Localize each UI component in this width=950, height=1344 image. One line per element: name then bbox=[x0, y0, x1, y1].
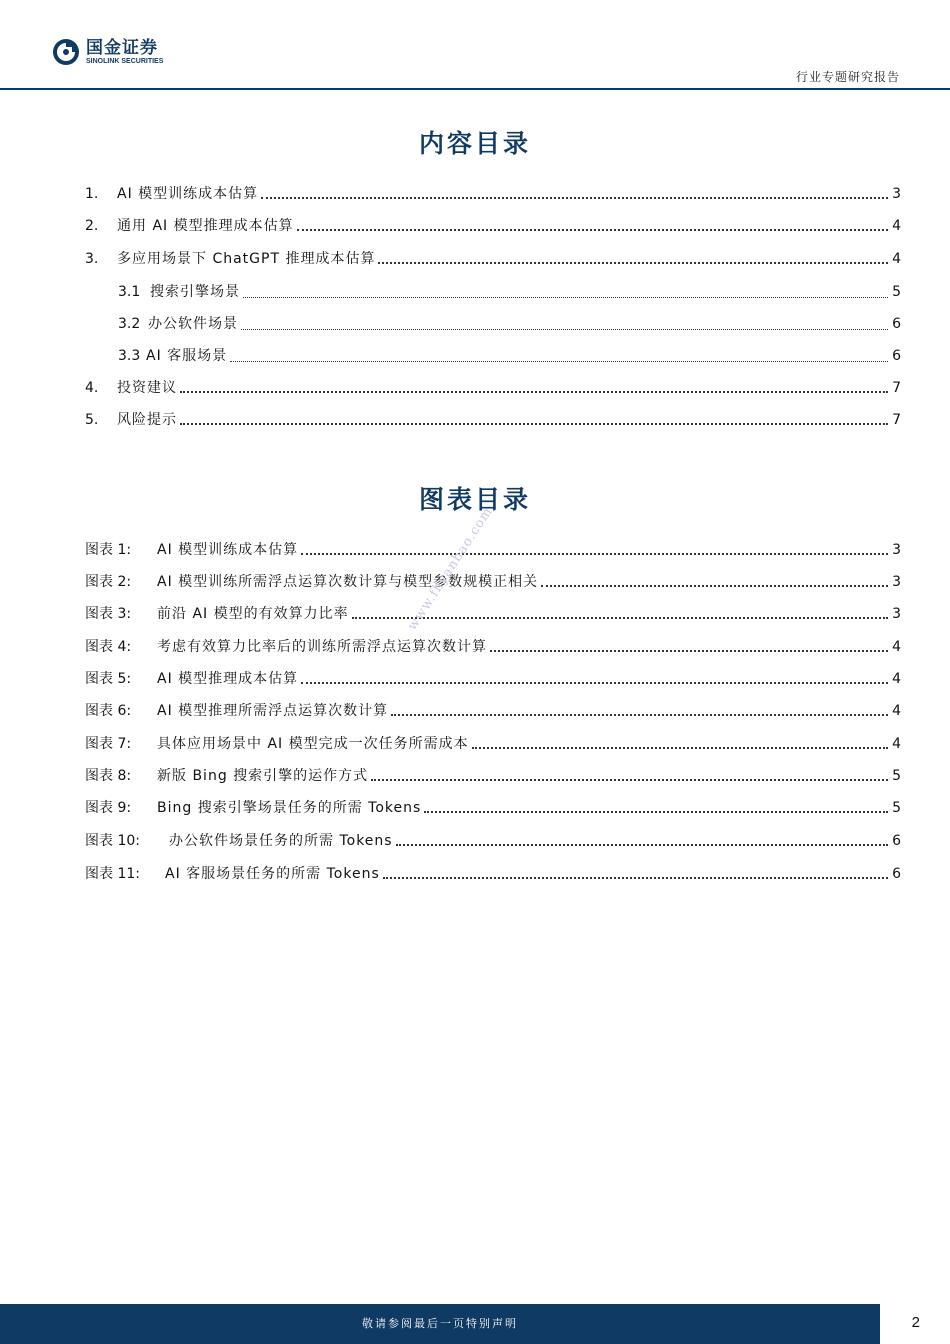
figure-entry-label: 图表 3: bbox=[85, 606, 132, 622]
figure-entry[interactable] bbox=[85, 766, 901, 786]
figure-entry-page: 6 bbox=[892, 833, 901, 849]
figure-entry-label: 图表 9: bbox=[85, 800, 132, 816]
toc-subentry[interactable] bbox=[118, 282, 901, 302]
figure-entry-label: 图表 6: bbox=[85, 703, 132, 719]
figure-entry-page: 5 bbox=[892, 768, 901, 784]
figure-entry[interactable] bbox=[85, 798, 901, 818]
toc-entry-title: AI 客服场景 bbox=[146, 348, 228, 364]
figure-entry-title: AI 客服场景任务的所需 Tokens bbox=[165, 866, 380, 882]
figure-entry[interactable] bbox=[85, 604, 901, 624]
leader-dots bbox=[383, 877, 888, 879]
footer-disclaimer: 敬请参阅最后一页特别声明 bbox=[362, 1317, 518, 1330]
leader-dots bbox=[391, 714, 888, 716]
toc-entry-page: 6 bbox=[892, 348, 901, 364]
toc-entry-title: 多应用场景下 ChatGPT 推理成本估算 bbox=[117, 251, 376, 267]
figure-entry-title: AI 模型训练成本估算 bbox=[157, 542, 299, 558]
toc-subentry[interactable] bbox=[118, 346, 901, 366]
watermark: www.fhyanbao.com bbox=[405, 504, 496, 634]
leader-dots bbox=[424, 811, 888, 813]
toc-entry-page: 7 bbox=[892, 380, 901, 396]
toc-entry-number: 3. bbox=[85, 251, 99, 267]
toc-entry-page: 6 bbox=[892, 316, 901, 332]
figure-entry-page: 3 bbox=[892, 542, 901, 558]
toc-entry-number: 3.1 bbox=[118, 284, 141, 300]
toc-entry[interactable] bbox=[85, 410, 901, 430]
toc-entry-page: 5 bbox=[892, 284, 901, 300]
sinolink-logo-icon bbox=[52, 38, 80, 66]
figure-entry-title: 新版 Bing 搜索引擎的运作方式 bbox=[157, 768, 369, 784]
leader-dots bbox=[541, 585, 888, 587]
figure-entry[interactable] bbox=[85, 540, 901, 560]
leader-dots bbox=[241, 329, 888, 330]
figure-entry-title: AI 模型推理所需浮点运算次数计算 bbox=[157, 703, 389, 719]
logo-english-name: SINOLINK SECURITIES bbox=[86, 57, 164, 65]
toc-subentry[interactable] bbox=[118, 314, 901, 334]
toc-entry[interactable] bbox=[85, 378, 901, 398]
leader-dots bbox=[472, 747, 888, 749]
leader-dots bbox=[371, 779, 888, 781]
page-header bbox=[0, 0, 950, 92]
figure-entry-label: 图表 4: bbox=[85, 639, 132, 655]
figure-entry[interactable] bbox=[85, 669, 901, 689]
leader-dots bbox=[396, 844, 889, 846]
toc-entry-number: 2. bbox=[85, 218, 99, 234]
toc-entry-title: 通用 AI 模型推理成本估算 bbox=[117, 218, 294, 234]
leader-dots bbox=[180, 391, 888, 393]
figure-entry-label: 图表 11: bbox=[85, 866, 140, 882]
sinolink-logo bbox=[52, 38, 163, 66]
figure-entry-title: AI 模型训练所需浮点运算次数计算与模型参数规模正相关 bbox=[157, 574, 539, 590]
leader-dots bbox=[243, 297, 888, 298]
toc-entry-number: 3.2 bbox=[118, 316, 141, 332]
figure-entry-title: 前沿 AI 模型的有效算力比率 bbox=[157, 606, 349, 622]
figure-entry-label: 图表 5: bbox=[85, 671, 132, 687]
toc-entry-page: 4 bbox=[892, 218, 901, 234]
figure-entry-label: 图表 7: bbox=[85, 736, 132, 752]
figure-entry-page: 3 bbox=[892, 574, 901, 590]
leader-dots bbox=[301, 553, 888, 555]
toc-entry[interactable] bbox=[85, 216, 901, 236]
toc-entry-page: 4 bbox=[892, 251, 901, 267]
figure-entry-page: 4 bbox=[892, 671, 901, 687]
figure-entry-page: 4 bbox=[892, 639, 901, 655]
figure-entry-page: 5 bbox=[892, 800, 901, 816]
toc-entry[interactable] bbox=[85, 184, 901, 204]
toc-entry[interactable] bbox=[85, 249, 901, 269]
figure-entry[interactable] bbox=[85, 864, 901, 884]
figure-entry-label: 图表 8: bbox=[85, 768, 132, 784]
report-type-label: 行业专题研究报告 bbox=[795, 70, 900, 84]
figure-entry-label: 图表 1: bbox=[85, 542, 132, 558]
toc-entry-title: 风险提示 bbox=[117, 412, 177, 428]
figure-entry-title: 考虑有效算力比率后的训练所需浮点运算次数计算 bbox=[157, 639, 487, 655]
toc-entry-title: 搜索引擎场景 bbox=[150, 284, 240, 300]
toc-entry-number: 5. bbox=[85, 412, 99, 428]
leader-dots bbox=[261, 197, 888, 199]
figure-entry[interactable] bbox=[85, 831, 901, 851]
toc-entry-page: 3 bbox=[892, 186, 901, 202]
leader-dots bbox=[297, 229, 888, 231]
figure-entry-label: 图表 10: bbox=[85, 833, 140, 849]
figure-entry-label: 图表 2: bbox=[85, 574, 132, 590]
toc-entry-title: AI 模型训练成本估算 bbox=[117, 186, 259, 202]
figure-entry-page: 6 bbox=[892, 866, 901, 882]
page-footer bbox=[0, 1304, 950, 1344]
toc-entry-number: 3.3 bbox=[118, 348, 141, 364]
contents-title: 内容目录 bbox=[418, 129, 531, 158]
toc-entry-page: 7 bbox=[892, 412, 901, 428]
logo-chinese-name: 国金证券 bbox=[86, 37, 158, 58]
figure-entry[interactable] bbox=[85, 637, 901, 657]
toc-entry-title: 办公软件场景 bbox=[148, 316, 238, 332]
figure-entry-title: AI 模型推理成本估算 bbox=[157, 671, 299, 687]
figure-entry[interactable] bbox=[85, 572, 901, 592]
figure-entry-page: 4 bbox=[892, 736, 901, 752]
figure-entry-page: 3 bbox=[892, 606, 901, 622]
header-divider bbox=[0, 88, 950, 90]
figure-entry[interactable] bbox=[85, 701, 901, 721]
leader-dots bbox=[352, 617, 888, 619]
figure-entry-page: 4 bbox=[892, 703, 901, 719]
leader-dots bbox=[230, 361, 888, 362]
toc-entry-title: 投资建议 bbox=[117, 380, 177, 396]
page-number: 2 bbox=[911, 1314, 920, 1331]
leader-dots bbox=[378, 262, 888, 264]
figure-entry-title: Bing 搜索引擎场景任务的所需 Tokens bbox=[157, 800, 422, 816]
figure-entry-title: 办公软件场景任务的所需 Tokens bbox=[169, 833, 393, 849]
figure-entry[interactable] bbox=[85, 734, 901, 754]
toc-entry-number: 4. bbox=[85, 380, 99, 396]
leader-dots bbox=[490, 650, 888, 652]
figure-entry-title: 具体应用场景中 AI 模型完成一次任务所需成本 bbox=[157, 736, 469, 752]
leader-dots bbox=[301, 682, 888, 684]
toc-entry-number: 1. bbox=[85, 186, 99, 202]
leader-dots bbox=[180, 423, 888, 425]
figures-title: 图表目录 bbox=[418, 485, 531, 514]
